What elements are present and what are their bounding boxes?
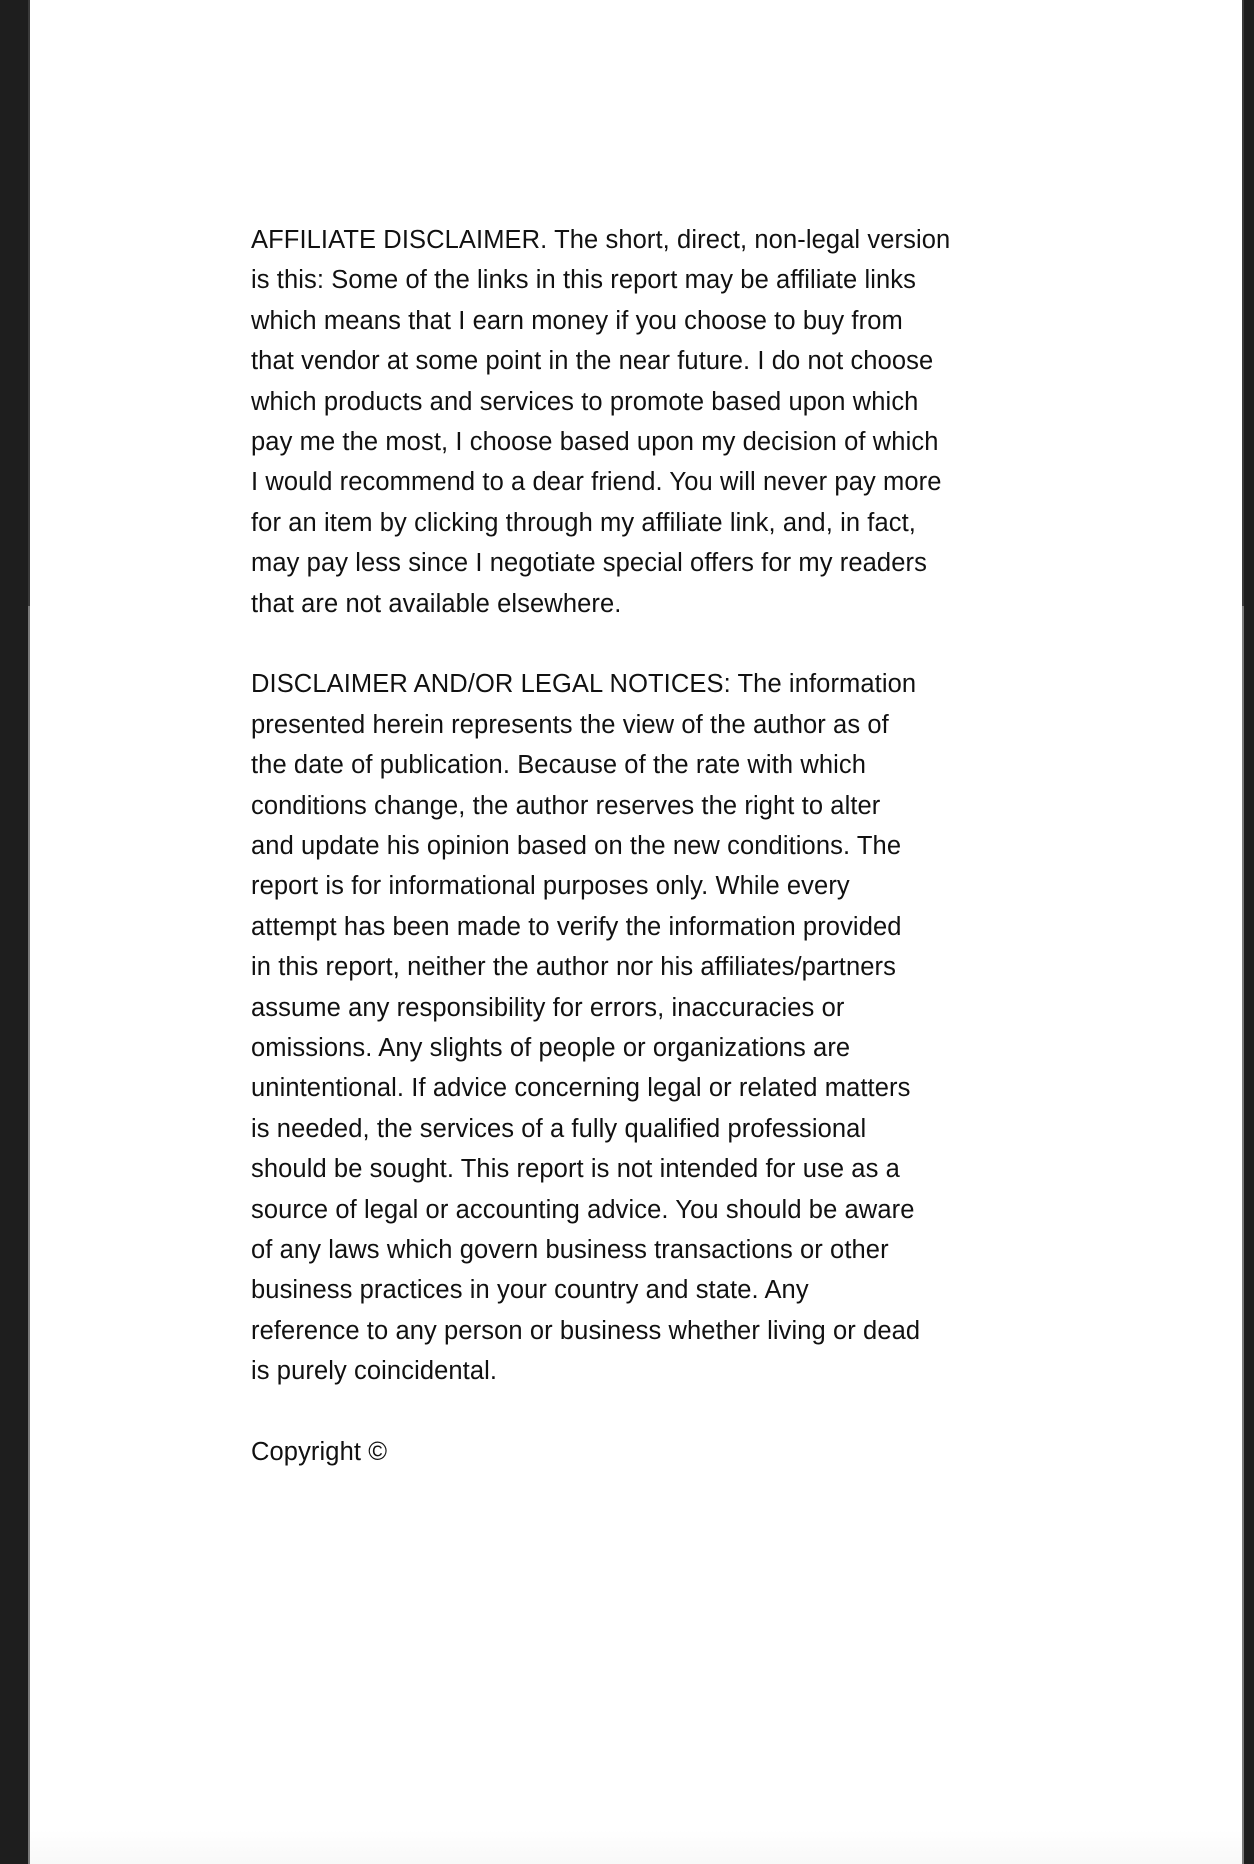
text-line: is this: Some of the links in this report may be affiliate links	[251, 266, 916, 295]
text-line: the date of publication. Because of the rate with which	[251, 751, 867, 780]
copyright-text: Copyright ©	[251, 1438, 388, 1466]
text-line: attempt has been made to verify the information provided	[251, 912, 902, 941]
text-line: and update his opinion based on the new conditions. The	[251, 832, 902, 860]
text-line: pay me the most, I choose based upon my decision of which	[251, 428, 939, 456]
text-line: which products and services to promote based upon which	[251, 387, 919, 416]
text-line: that are not available elsewhere.	[251, 589, 622, 618]
text-line: presented herein represents the view of the author as of	[251, 710, 889, 739]
text-line: AFFILIATE DISCLAIMER. The short, direct, non-legal version	[251, 226, 951, 254]
document-page	[30, 0, 1242, 1864]
text-line: assume any responsibility for errors, inaccuracies or	[251, 993, 845, 1022]
right-scroll-edge[interactable]	[1242, 0, 1244, 1864]
scroll-track[interactable]	[1242, 606, 1244, 1864]
text-line: I would recommend to a dear friend. You will never pay more	[251, 468, 942, 497]
text-line: source of legal or accounting advice. You should be aware	[251, 1195, 915, 1224]
text-line: which means that I earn money if you choose to buy from	[251, 306, 903, 335]
text-line: for an item by clicking through my affiliate link, and, in fact,	[251, 508, 916, 537]
text-line: report is for informational purposes only. While every	[251, 872, 850, 901]
text-line: is purely coincidental.	[251, 1357, 498, 1386]
text-line: business practices in your country and state. Any	[251, 1276, 809, 1305]
text-line: reference to any person or business whether living or dead	[251, 1316, 921, 1345]
text-line: is needed, the services of a fully qualified professional	[251, 1114, 867, 1143]
text-line: that vendor at some point in the near future. I do not choose	[251, 347, 934, 376]
text-line: conditions change, the author reserves the right to alter	[251, 791, 881, 820]
text-line: DISCLAIMER AND/OR LEGAL NOTICES: The information	[251, 670, 917, 699]
scroll-thumb[interactable]	[1242, 0, 1244, 606]
text-line: unintentional. If advice concerning legal or related matters	[251, 1074, 911, 1103]
text-line: omissions. Any slights of people or organizations are	[251, 1034, 851, 1062]
text-line: should be sought. This report is not intended for use as a	[251, 1155, 900, 1184]
text-line: may pay less since I negotiate special offers for my readers	[251, 549, 927, 578]
text-line: in this report, neither the author nor his affiliates/partners	[251, 953, 896, 982]
text-line: of any laws which govern business transactions or other	[251, 1236, 889, 1264]
